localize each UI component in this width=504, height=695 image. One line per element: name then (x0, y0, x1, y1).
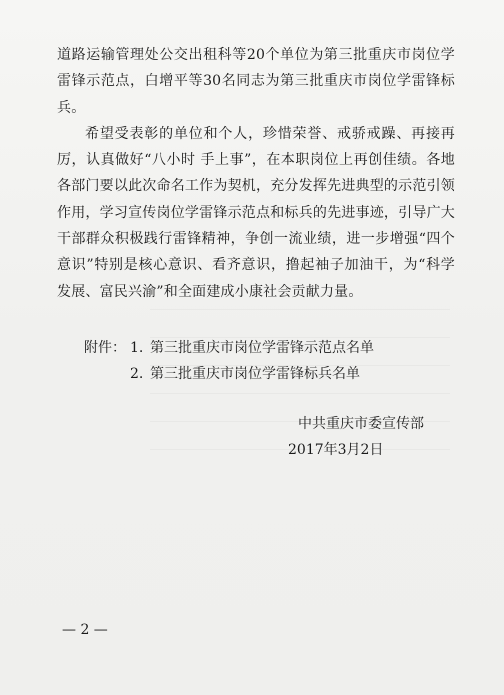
attachment-label-spacer (84, 362, 130, 388)
body-paragraph-1: 道路运输管理处公交出租科等20个单位为第三批重庆市岗位学雷锋示范点，白增平等30名同志为第三批重庆市岗位学雷锋标兵。 (57, 47, 455, 116)
attachment-list (84, 336, 374, 387)
issue-date: 2017年3月2日 (288, 441, 384, 458)
attachment-row-1 (84, 336, 374, 362)
attachment-number-2: 2. (130, 365, 144, 382)
signature-block (288, 412, 424, 464)
issuing-organization: 中共重庆市委宣传部 (298, 416, 424, 432)
attachment-number-1: 1. (130, 340, 144, 356)
attachment-title-2: 第三批重庆市岗位学雷锋标兵名单 (150, 365, 360, 382)
body-paragraph-2: 希望受表彰的单位和个人，珍惜荣誉、戒骄戒躁、再接再厉，认真做好“八小时 手上事”，在本职岗位上再创佳绩。各地各部门要以此次命名工作为契机，充分发挥先进典型的示范引领作用，学习宣传岗位学雷锋示范点和标兵的先进事迹，引导广大干部群众积极践行雷锋精神，争创一流业绩，进一步增强“四个意识”特别是核心意识、看齐意识，撸起袖子加油干，为“科学发展、富民兴渝”和全面建成小康社会贡献力量。 (57, 125, 455, 300)
attachment-label: 附件： (84, 340, 126, 356)
attachment-title-1: 第三批重庆市岗位学雷锋示范点名单 (150, 340, 374, 356)
main-body (57, 42, 455, 305)
attachment-row-2 (84, 362, 374, 388)
page-number: — 2 — (62, 622, 108, 638)
